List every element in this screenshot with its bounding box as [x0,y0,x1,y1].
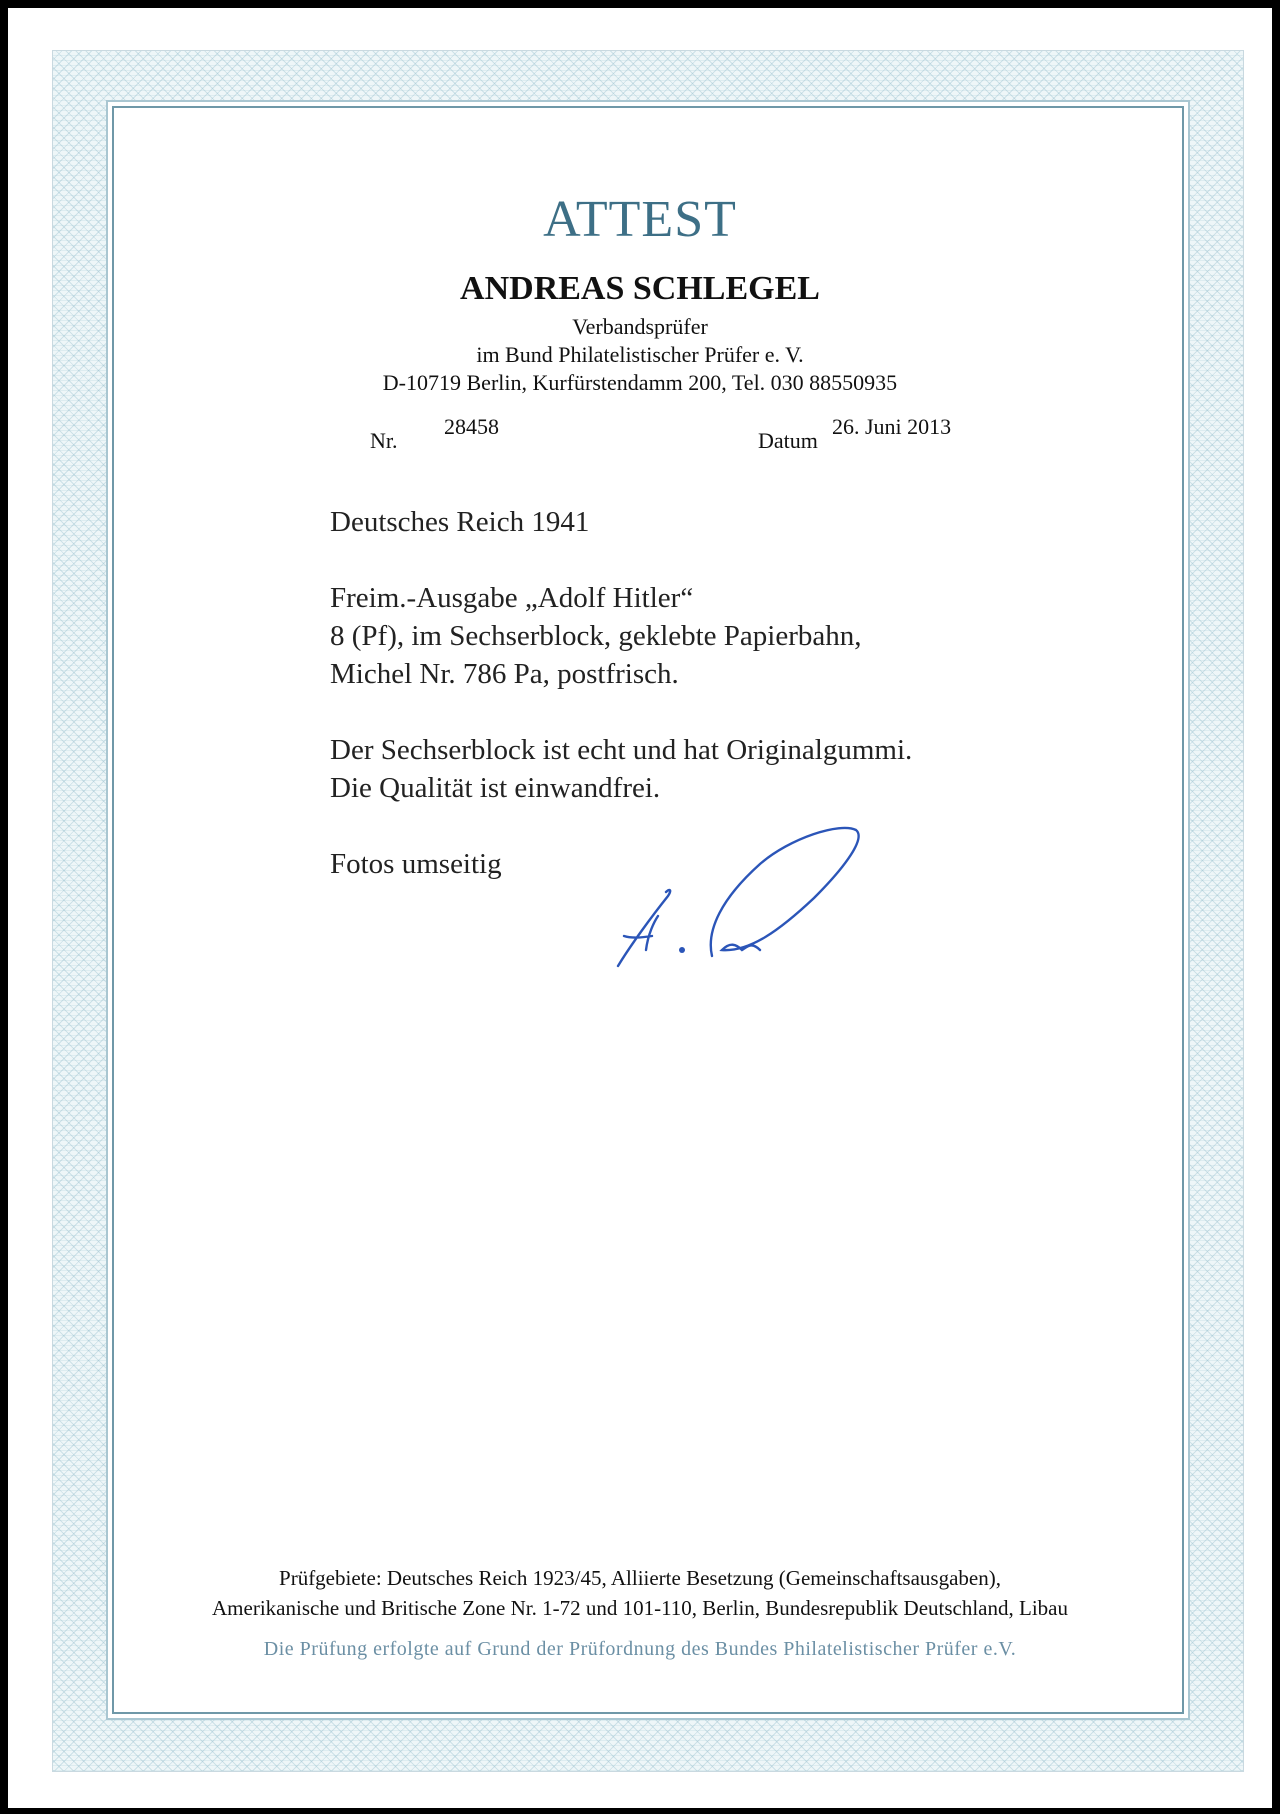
datum-label: Datum [758,428,818,453]
body-line-7: Fotos umseitig [330,848,502,880]
nr-value: 28458 [444,414,499,439]
footer-line-2: Amerikanische und Britische Zone Nr. 1-72 und 101-110, Berlin, Bundesrepublik Deutschland, Libau [212,1596,1068,1620]
datum-value: 26. Juni 2013 [832,414,952,439]
document-title: ATTEST [543,191,737,248]
body-line-4: Michel Nr. 786 Pa, postfrisch. [330,658,679,690]
examiner-role: Verbandsprüfer [572,314,708,339]
body-line-5: Der Sechserblock ist echt und hat Originalgummi. [330,734,913,766]
signature [610,818,870,978]
body-line-3: 8 (Pf), im Sechserblock, geklebte Papierbahn, [330,620,862,652]
body-line-6: Die Qualität ist einwandfrei. [330,772,661,804]
footer-line-1: Prüfgebiete: Deutsches Reich 1923/45, Alliierte Besetzung (Gemeinschaftsausgaben), [279,1566,1001,1590]
body-line-2: Freim.-Ausgabe „Adolf Hitler“ [330,582,694,614]
footer-line-3: Die Prüfung erfolgte auf Grund der Prüfordnung des Bundes Philatelistischer Prüfer e.V. [263,1638,1017,1660]
examiner-association: im Bund Philatelistischer Prüfer e. V. [476,342,804,367]
examiner-address: D-10719 Berlin, Kurfürstendamm 200, Tel. 030 88550935 [382,370,898,395]
examiner-name: ANDREAS SCHLEGEL [460,270,820,307]
body-line-1: Deutsches Reich 1941 [330,506,590,538]
nr-label: Nr. [370,428,398,453]
